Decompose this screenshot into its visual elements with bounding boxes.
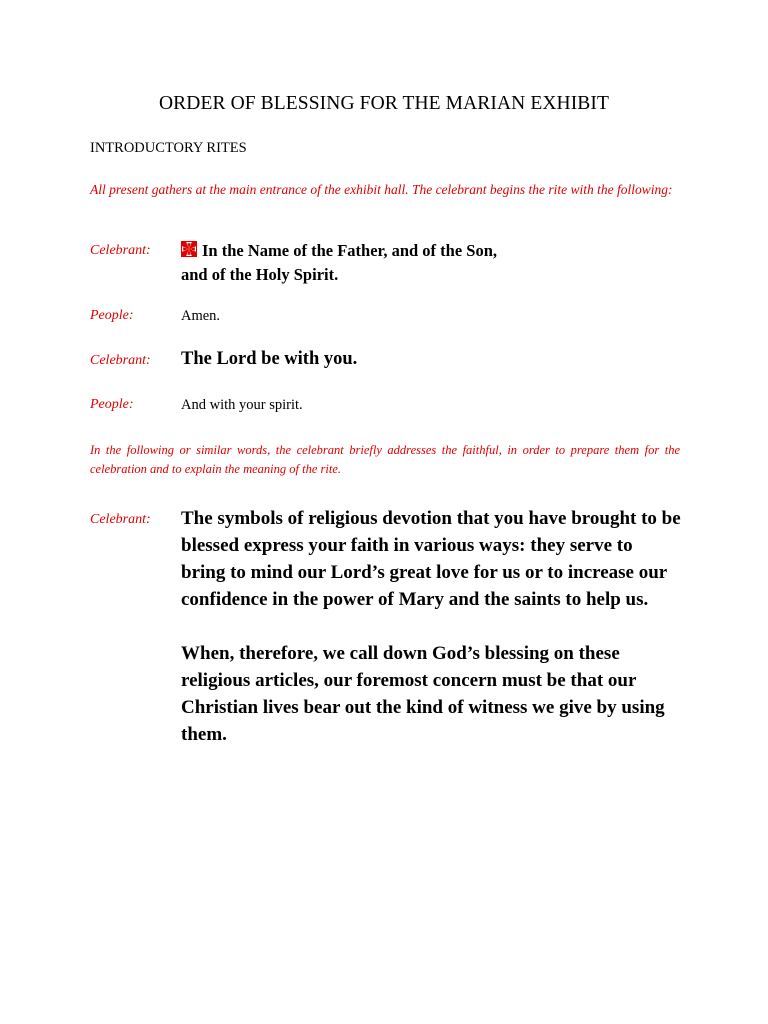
role-label-celebrant: Celebrant:	[90, 243, 151, 258]
role-label-people: People:	[90, 397, 134, 412]
celebrant-invocation	[181, 239, 497, 287]
role-label-celebrant: Celebrant:	[90, 512, 151, 527]
section-heading: INTRODUCTORY RITES	[90, 140, 247, 156]
address-paragraph: When, therefore, we call down God’s blessing on these religious articles, our foremost concern must be that our Christian lives bear out the kind of witness we give by using them.	[181, 643, 665, 745]
people-response-amen: Amen.	[181, 308, 221, 324]
invocation-text-1: In the Name of the Father, and of the Son,	[202, 241, 498, 260]
rubric-instruction: In the following or similar words, the celebrant briefly addresses the faithful, in order to prepare them for the celebration and to explain the meaning of the rite.	[90, 443, 680, 476]
cross-pattee-icon	[181, 241, 197, 257]
role-label-celebrant: Celebrant:	[90, 353, 151, 368]
celebrant-address	[181, 505, 681, 748]
rubric-instruction: All present gathers at the main entrance of the exhibit hall. The celebrant begins the rite with the following:	[90, 182, 673, 197]
celebrant-greeting: The Lord be with you.	[181, 349, 358, 369]
people-response-spirit: And with your spirit.	[181, 397, 303, 413]
invocation-line-2: and of the Holy Spirit.	[181, 265, 339, 284]
document-title: ORDER OF BLESSING FOR THE MARIAN EXHIBIT	[159, 93, 609, 114]
role-label-people: People:	[90, 308, 134, 323]
invocation-line-1	[181, 239, 497, 263]
address-paragraph: The symbols of religious devotion that you have brought to be blessed express your faith in various ways: they serve to bring to mind our Lord’s great love for us or to increase our confidence in the power of Mary and the saints to help us.	[181, 508, 681, 610]
